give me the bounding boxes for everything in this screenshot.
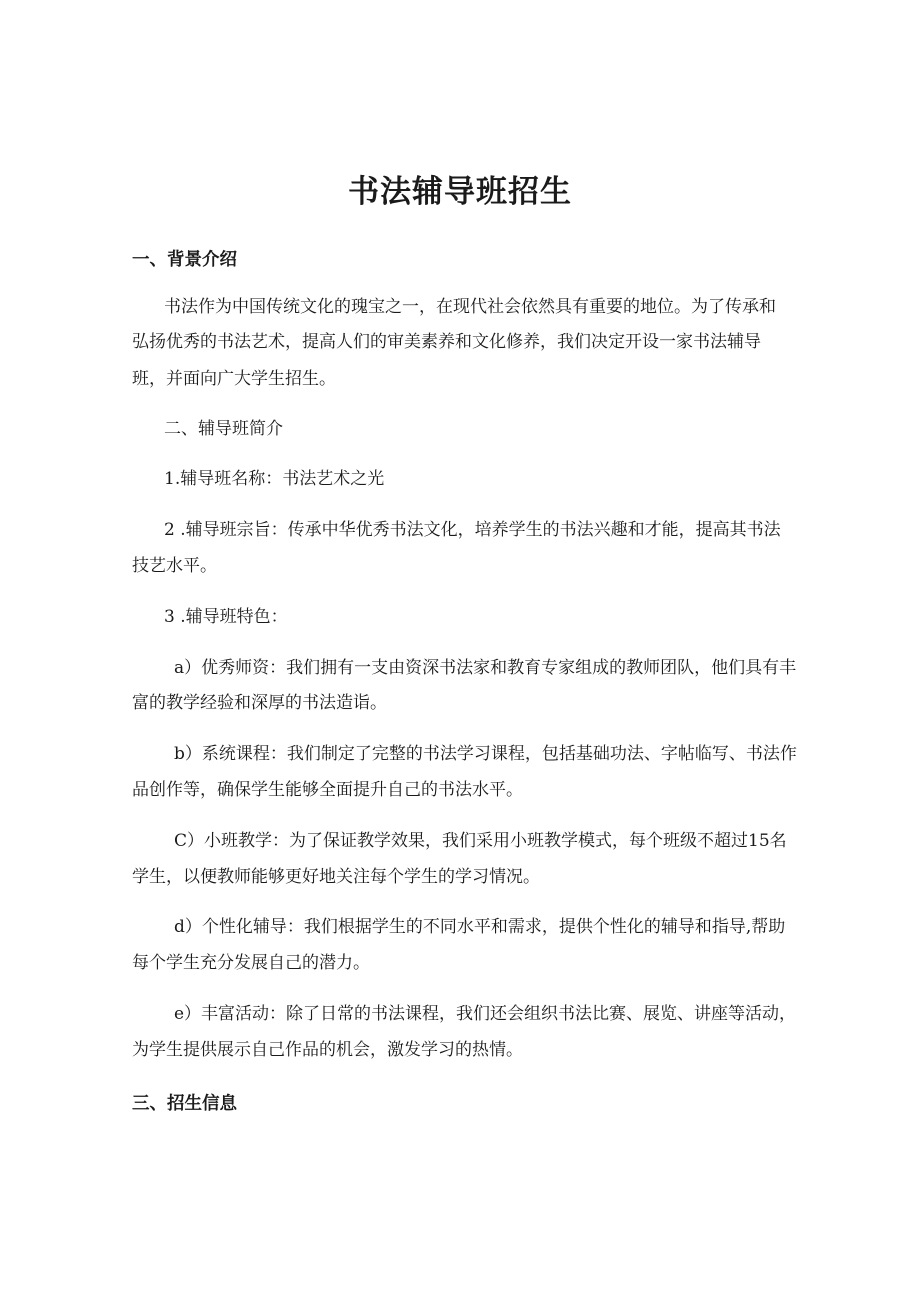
background-paragraph-line-2: 弘扬优秀的书法艺术，提高人们的审美素养和文化修养，我们决定开设一家书法辅导 bbox=[132, 332, 761, 352]
feature-b-line-2: 品创作等，确保学生能够全面提升自己的书法水平。 bbox=[132, 780, 523, 800]
class-features-heading: 3 .辅导班特色： bbox=[164, 607, 288, 627]
feature-d-line-1: d）个性化辅导：我们根据学生的不同水平和需求，提供个性化的辅导和指导,帮助 bbox=[174, 917, 786, 937]
feature-c-line-2: 学生，以便教师能够更好地关注每个学生的学习情况。 bbox=[132, 867, 540, 887]
section-heading-class-intro: 二、辅导班简介 bbox=[164, 419, 283, 439]
feature-e-line-1: e）丰富活动：除了日常的书法课程，我们还会组织书法比赛、展览、讲座等活动， bbox=[174, 1004, 797, 1024]
section-heading-background: 一、背景介绍 bbox=[132, 250, 237, 270]
background-paragraph-line-1: 书法作为中国传统文化的瑰宝之一，在现代社会依然具有重要的地位。为了传承和 bbox=[164, 297, 776, 317]
feature-b-line-1: b）系统课程：我们制定了完整的书法学习课程，包括基础功法、字帖临写、书法作 bbox=[174, 744, 797, 764]
class-purpose-line-2: 技艺水平。 bbox=[132, 556, 217, 576]
section-heading-enrollment: 三、招生信息 bbox=[132, 1094, 237, 1114]
document-title: 书法辅导班招生 bbox=[348, 174, 572, 210]
class-name-item: 1.辅导班名称：书法艺术之光 bbox=[164, 469, 385, 489]
class-purpose-line-1: 2 .辅导班宗旨：传承中华优秀书法文化，培养学生的书法兴趣和才能，提高其书法 bbox=[164, 520, 781, 540]
feature-e-line-2: 为学生提供展示自己作品的机会，激发学习的热情。 bbox=[132, 1040, 523, 1060]
feature-c-line-1: C）小班教学：为了保证教学效果，我们采用小班教学模式，每个班级不超过15名 bbox=[174, 831, 787, 851]
feature-d-line-2: 每个学生充分发展自己的潜力。 bbox=[132, 953, 370, 973]
feature-a-line-2: 富的教学经验和深厚的书法造诣。 bbox=[132, 693, 387, 713]
background-paragraph-line-3: 班，并面向广大学生招生。 bbox=[132, 369, 336, 389]
feature-a-line-1: a）优秀师资：我们拥有一支由资深书法家和教育专家组成的教师团队，他们具有丰 bbox=[174, 658, 797, 678]
